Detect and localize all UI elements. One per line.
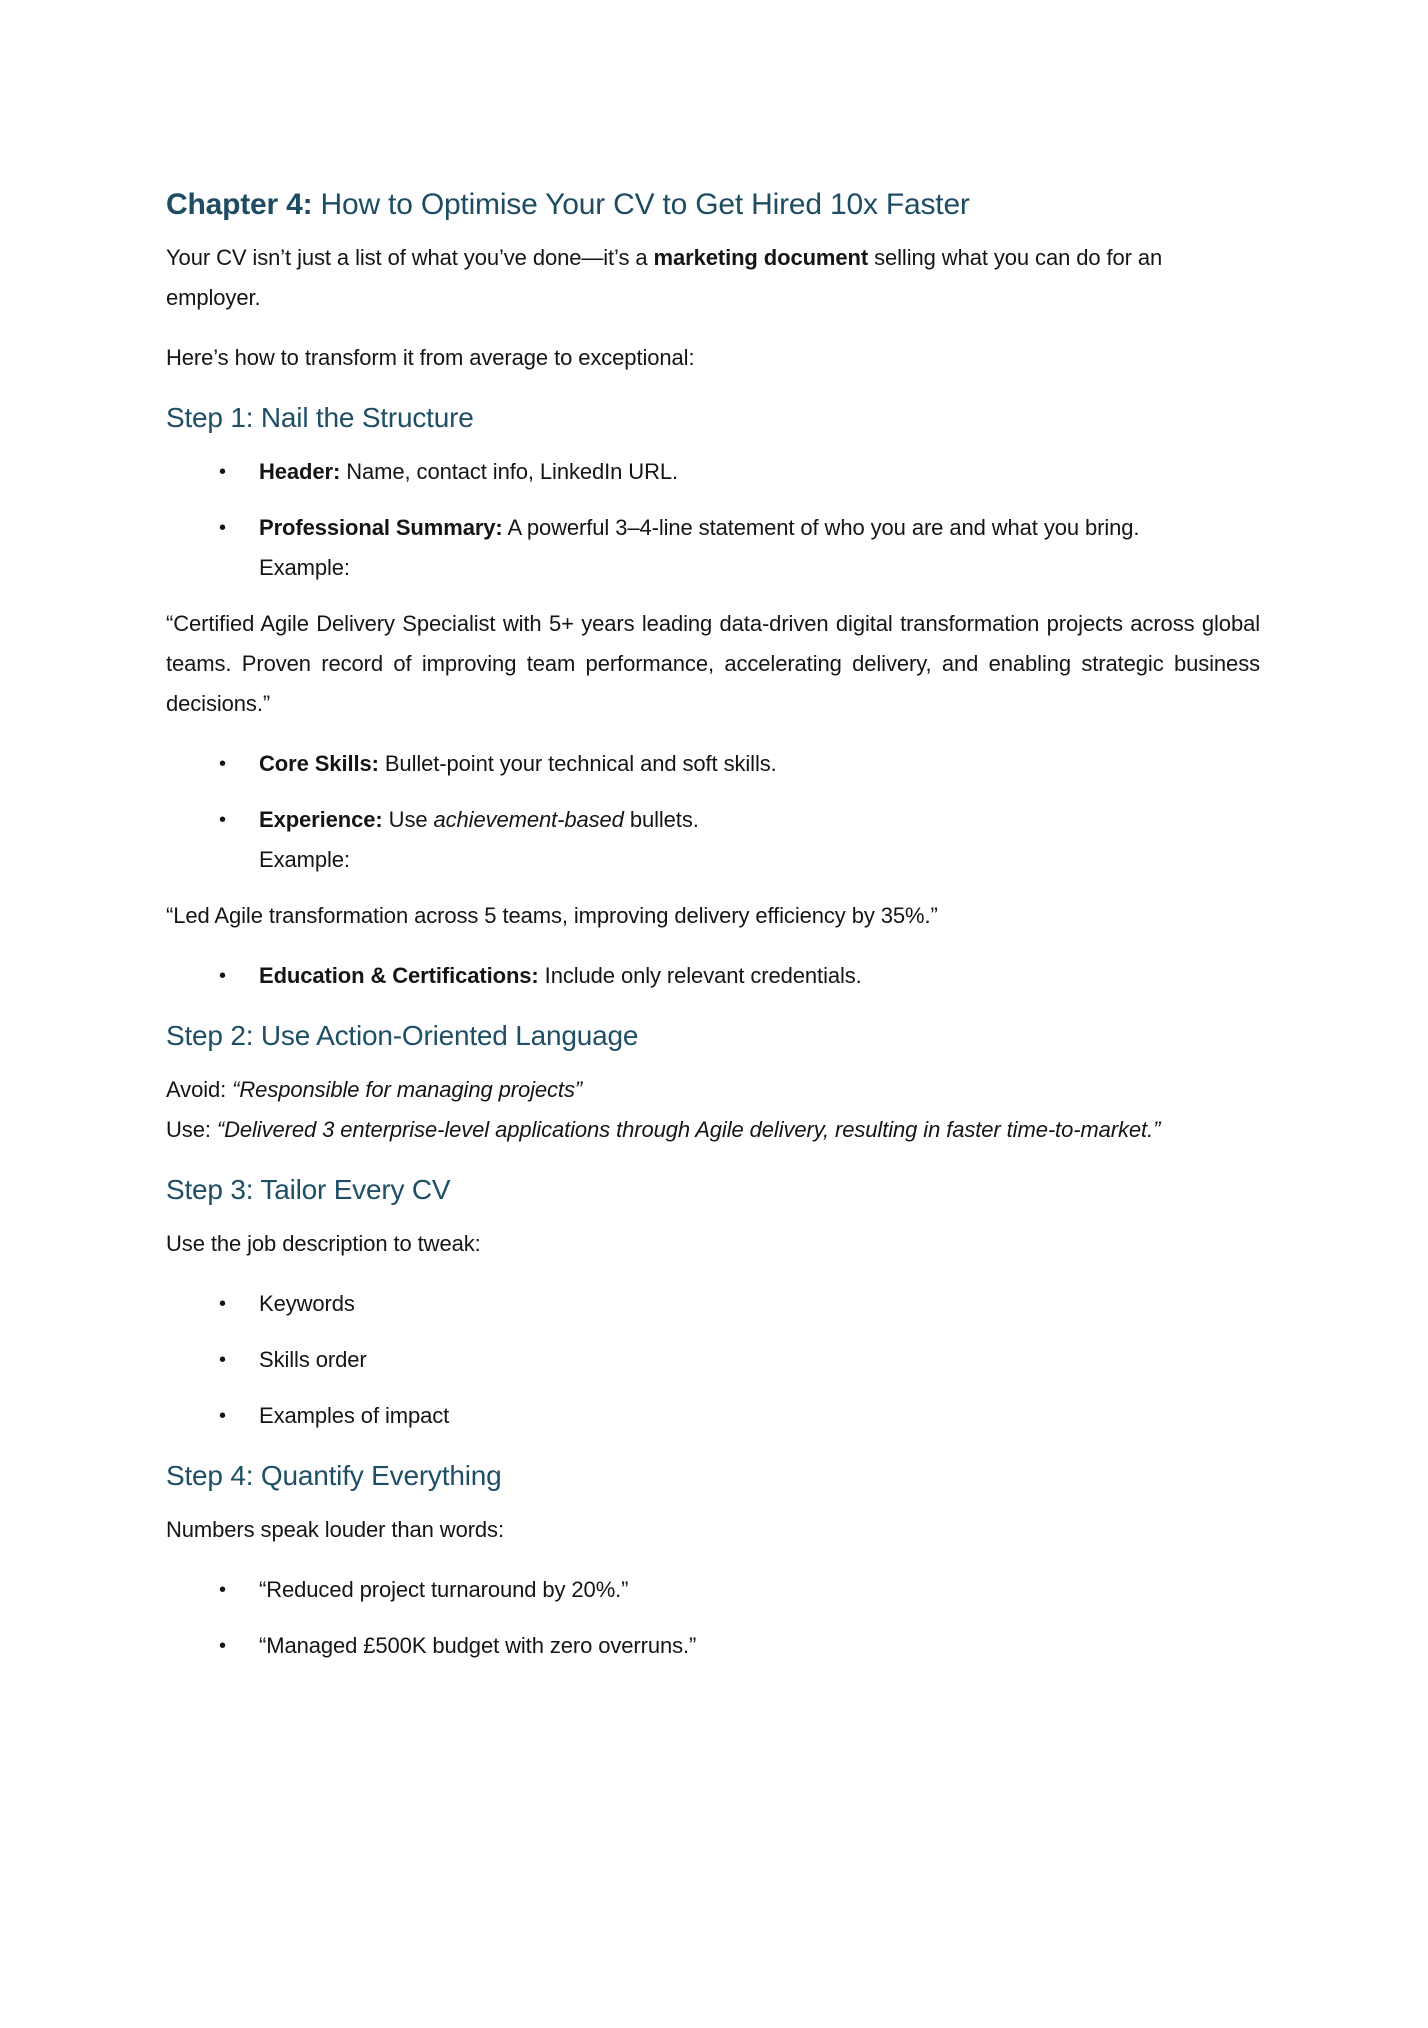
list-item-skills-order [166, 1340, 1260, 1380]
bullet-icon: • [219, 1579, 226, 1601]
experience-label: Experience: [259, 807, 383, 832]
step4-heading: Step 4: Quantify Everything [166, 1460, 502, 1491]
step1-heading: Step 1: Nail the Structure [166, 402, 474, 433]
transform-paragraph: Here’s how to transform it from average to exceptional: [166, 345, 695, 370]
reduced-turnaround-text: “Reduced project turnaround by 20%.” [259, 1577, 629, 1602]
intro-paragraph [166, 238, 1260, 318]
avoid-label: Avoid: [166, 1077, 233, 1102]
education-label: Education & Certifications: [259, 963, 539, 988]
header-text: Name, contact info, LinkedIn URL. [340, 459, 679, 484]
step3-heading: Step 3: Tailor Every CV [166, 1174, 451, 1205]
avoid-use-paragraph [166, 1070, 1260, 1150]
summary-label: Professional Summary: [259, 515, 503, 540]
step1-list-b [166, 744, 1260, 880]
step1-list-a [166, 452, 1260, 588]
step3-list [166, 1284, 1260, 1436]
intro-text-2: selling what you can do for an employer. [166, 245, 1163, 310]
bullet-icon: • [219, 753, 226, 775]
step2-heading: Step 2: Use Action-Oriented Language [166, 1020, 639, 1051]
bullet-icon: • [219, 461, 226, 483]
step1-list-c [166, 956, 1260, 996]
list-item-core-skills [166, 744, 1260, 784]
intro-text-1: Your CV isn’t just a list of what you’ve done—it’s a [166, 245, 654, 270]
use-label: Use: [166, 1117, 217, 1142]
step3-intro: Use the job description to tweak: [166, 1231, 481, 1256]
chapter-heading [166, 186, 1260, 224]
bullet-icon: • [219, 1349, 226, 1371]
list-item-examples-impact [166, 1396, 1260, 1436]
bullet-icon: • [219, 965, 226, 987]
experience-text-pre: Use [382, 807, 434, 832]
managed-budget-text: “Managed £500K budget with zero overruns.” [259, 1633, 697, 1658]
chapter-number: Chapter 4: [166, 188, 313, 221]
keywords-text: Keywords [259, 1291, 355, 1316]
experience-example-quote: “Led Agile transformation across 5 teams, improving delivery efficiency by 35%.” [166, 903, 938, 928]
skills-order-text: Skills order [259, 1347, 367, 1372]
intro-bold-phrase: marketing document [653, 245, 869, 270]
header-label: Header: [259, 459, 341, 484]
experience-text-post: bullets. [623, 807, 699, 832]
avoid-quote: “Responsible for managing projects” [232, 1077, 583, 1102]
list-item-managed-budget [166, 1626, 1260, 1666]
chapter-title: How to Optimise Your CV to Get Hired 10x Faster [312, 188, 970, 221]
bullet-icon: • [219, 1405, 226, 1427]
summary-text: A powerful 3–4-line statement of who you are and what you bring. [502, 515, 1140, 540]
bullet-icon: • [219, 1293, 226, 1315]
use-quote: “Delivered 3 enterprise-level applications through Agile delivery, resulting in faster time-to-market.” [216, 1117, 1161, 1142]
step4-intro: Numbers speak louder than words: [166, 1517, 504, 1542]
step4-list [166, 1570, 1260, 1666]
list-item-experience [166, 800, 1260, 880]
experience-example-label: Example: [259, 847, 350, 872]
education-text: Include only relevant credentials. [538, 963, 862, 988]
list-item-summary [166, 508, 1260, 588]
examples-impact-text: Examples of impact [259, 1403, 450, 1428]
bullet-icon: • [219, 517, 226, 539]
list-item-education [166, 956, 1260, 996]
bullet-icon: • [219, 1635, 226, 1657]
list-item-keywords [166, 1284, 1260, 1324]
summary-example-quote: “Certified Agile Delivery Specialist with 5+ years leading data-driven digital transformation projects across global teams. Proven record of improving team performance, accelerating delivery, and enabling strategic business decisions.” [166, 611, 1260, 716]
experience-italic-phrase: achievement-based [433, 807, 624, 832]
core-skills-text: Bullet-point your technical and soft skills. [378, 751, 777, 776]
list-item-reduced-turnaround [166, 1570, 1260, 1610]
bullet-icon: • [219, 809, 226, 831]
list-item-header [166, 452, 1260, 492]
summary-example-label: Example: [259, 555, 350, 580]
core-skills-label: Core Skills: [259, 751, 379, 776]
